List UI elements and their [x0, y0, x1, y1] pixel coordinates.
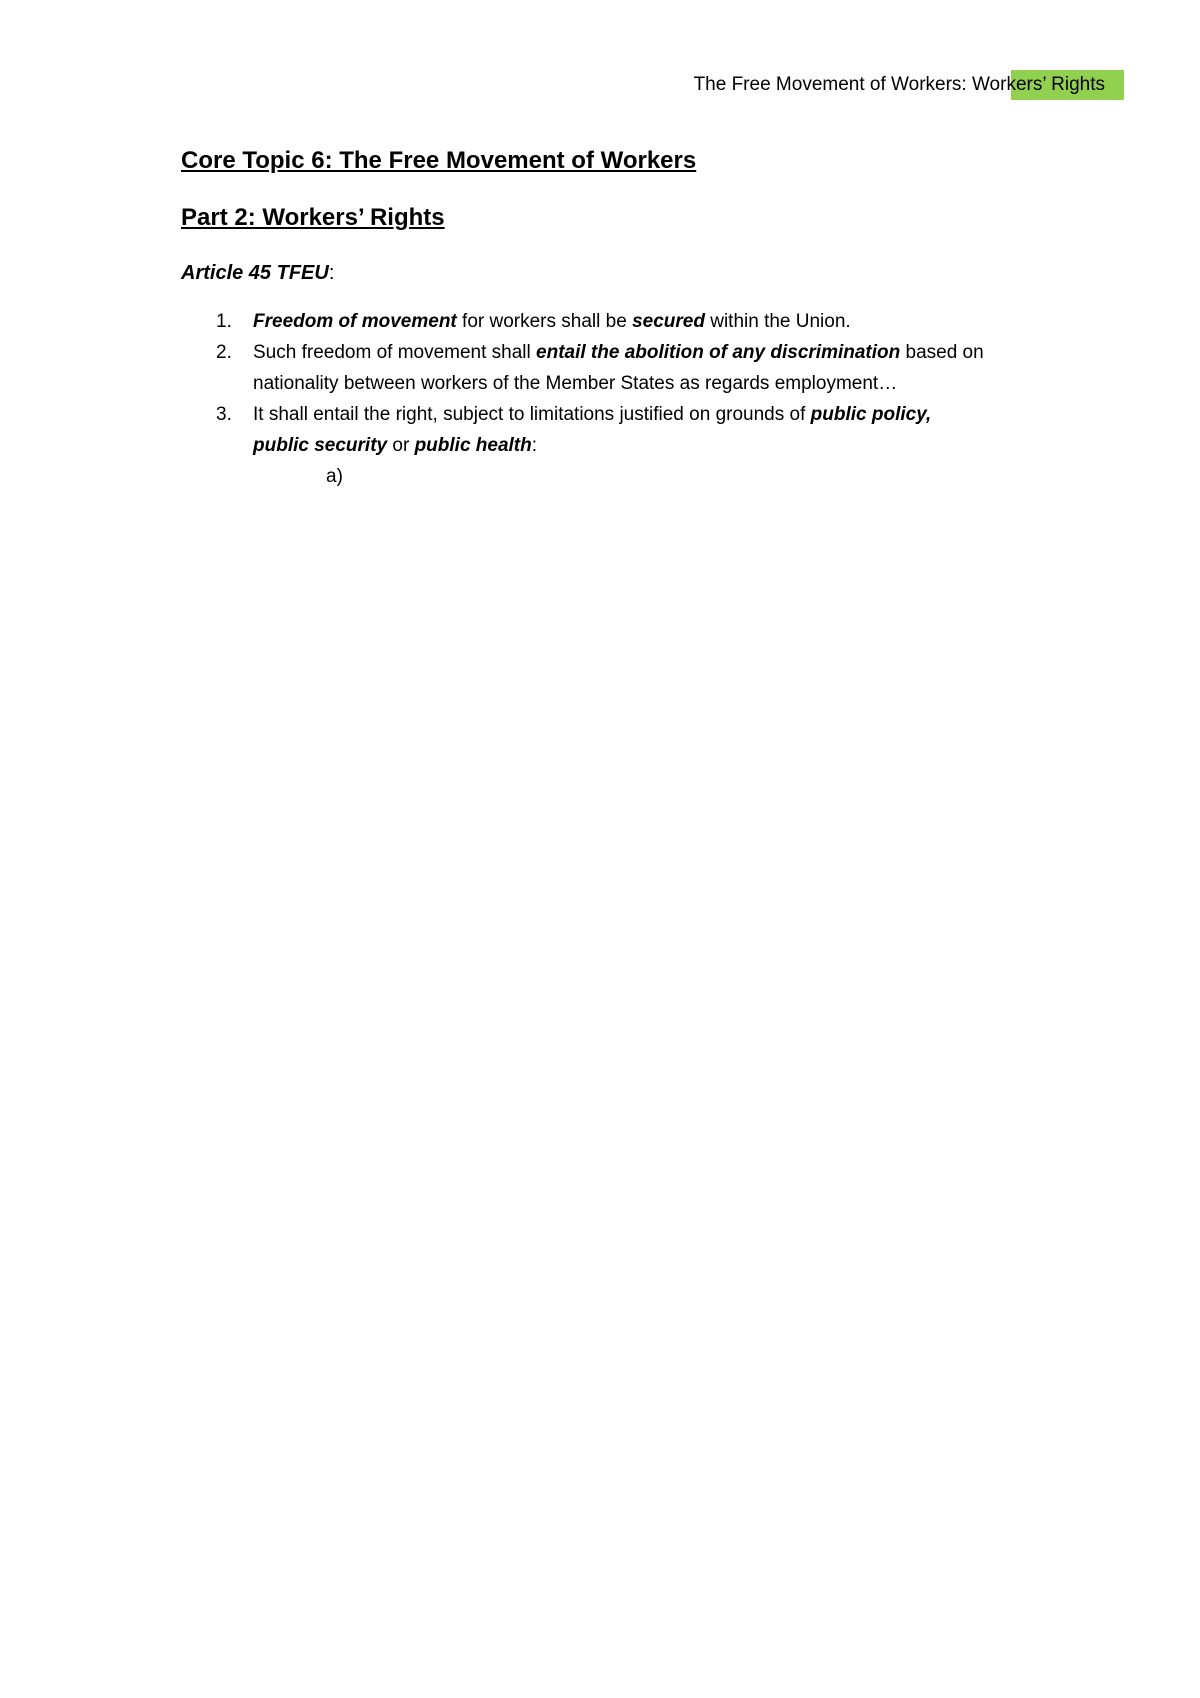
- list-number: 2.: [216, 342, 232, 363]
- article-45-heading: Article 45 TFEU:: [181, 262, 335, 284]
- list-item: Freedom of movement for workers shall be secured within the Union.: [253, 311, 851, 332]
- page-subtitle: Part 2: Workers’ Rights: [181, 204, 445, 231]
- list-item: It shall entail the right, subject to limitations justified on grounds of public policy,: [253, 404, 932, 425]
- running-header: The Free Movement of Workers: Workers’ Rights: [693, 74, 1105, 95]
- list-number: 3.: [216, 404, 232, 425]
- list-item-continuation: public security or public health:: [253, 435, 538, 456]
- sublist-letter: a): [326, 466, 343, 487]
- list-item: Such freedom of movement shall entail the abolition of any discrimination based on: [253, 342, 984, 363]
- list-item-continuation: nationality between workers of the Member States as regards employment…: [253, 373, 898, 394]
- page-title: Core Topic 6: The Free Movement of Workers: [181, 147, 697, 174]
- list-number: 1.: [216, 311, 232, 332]
